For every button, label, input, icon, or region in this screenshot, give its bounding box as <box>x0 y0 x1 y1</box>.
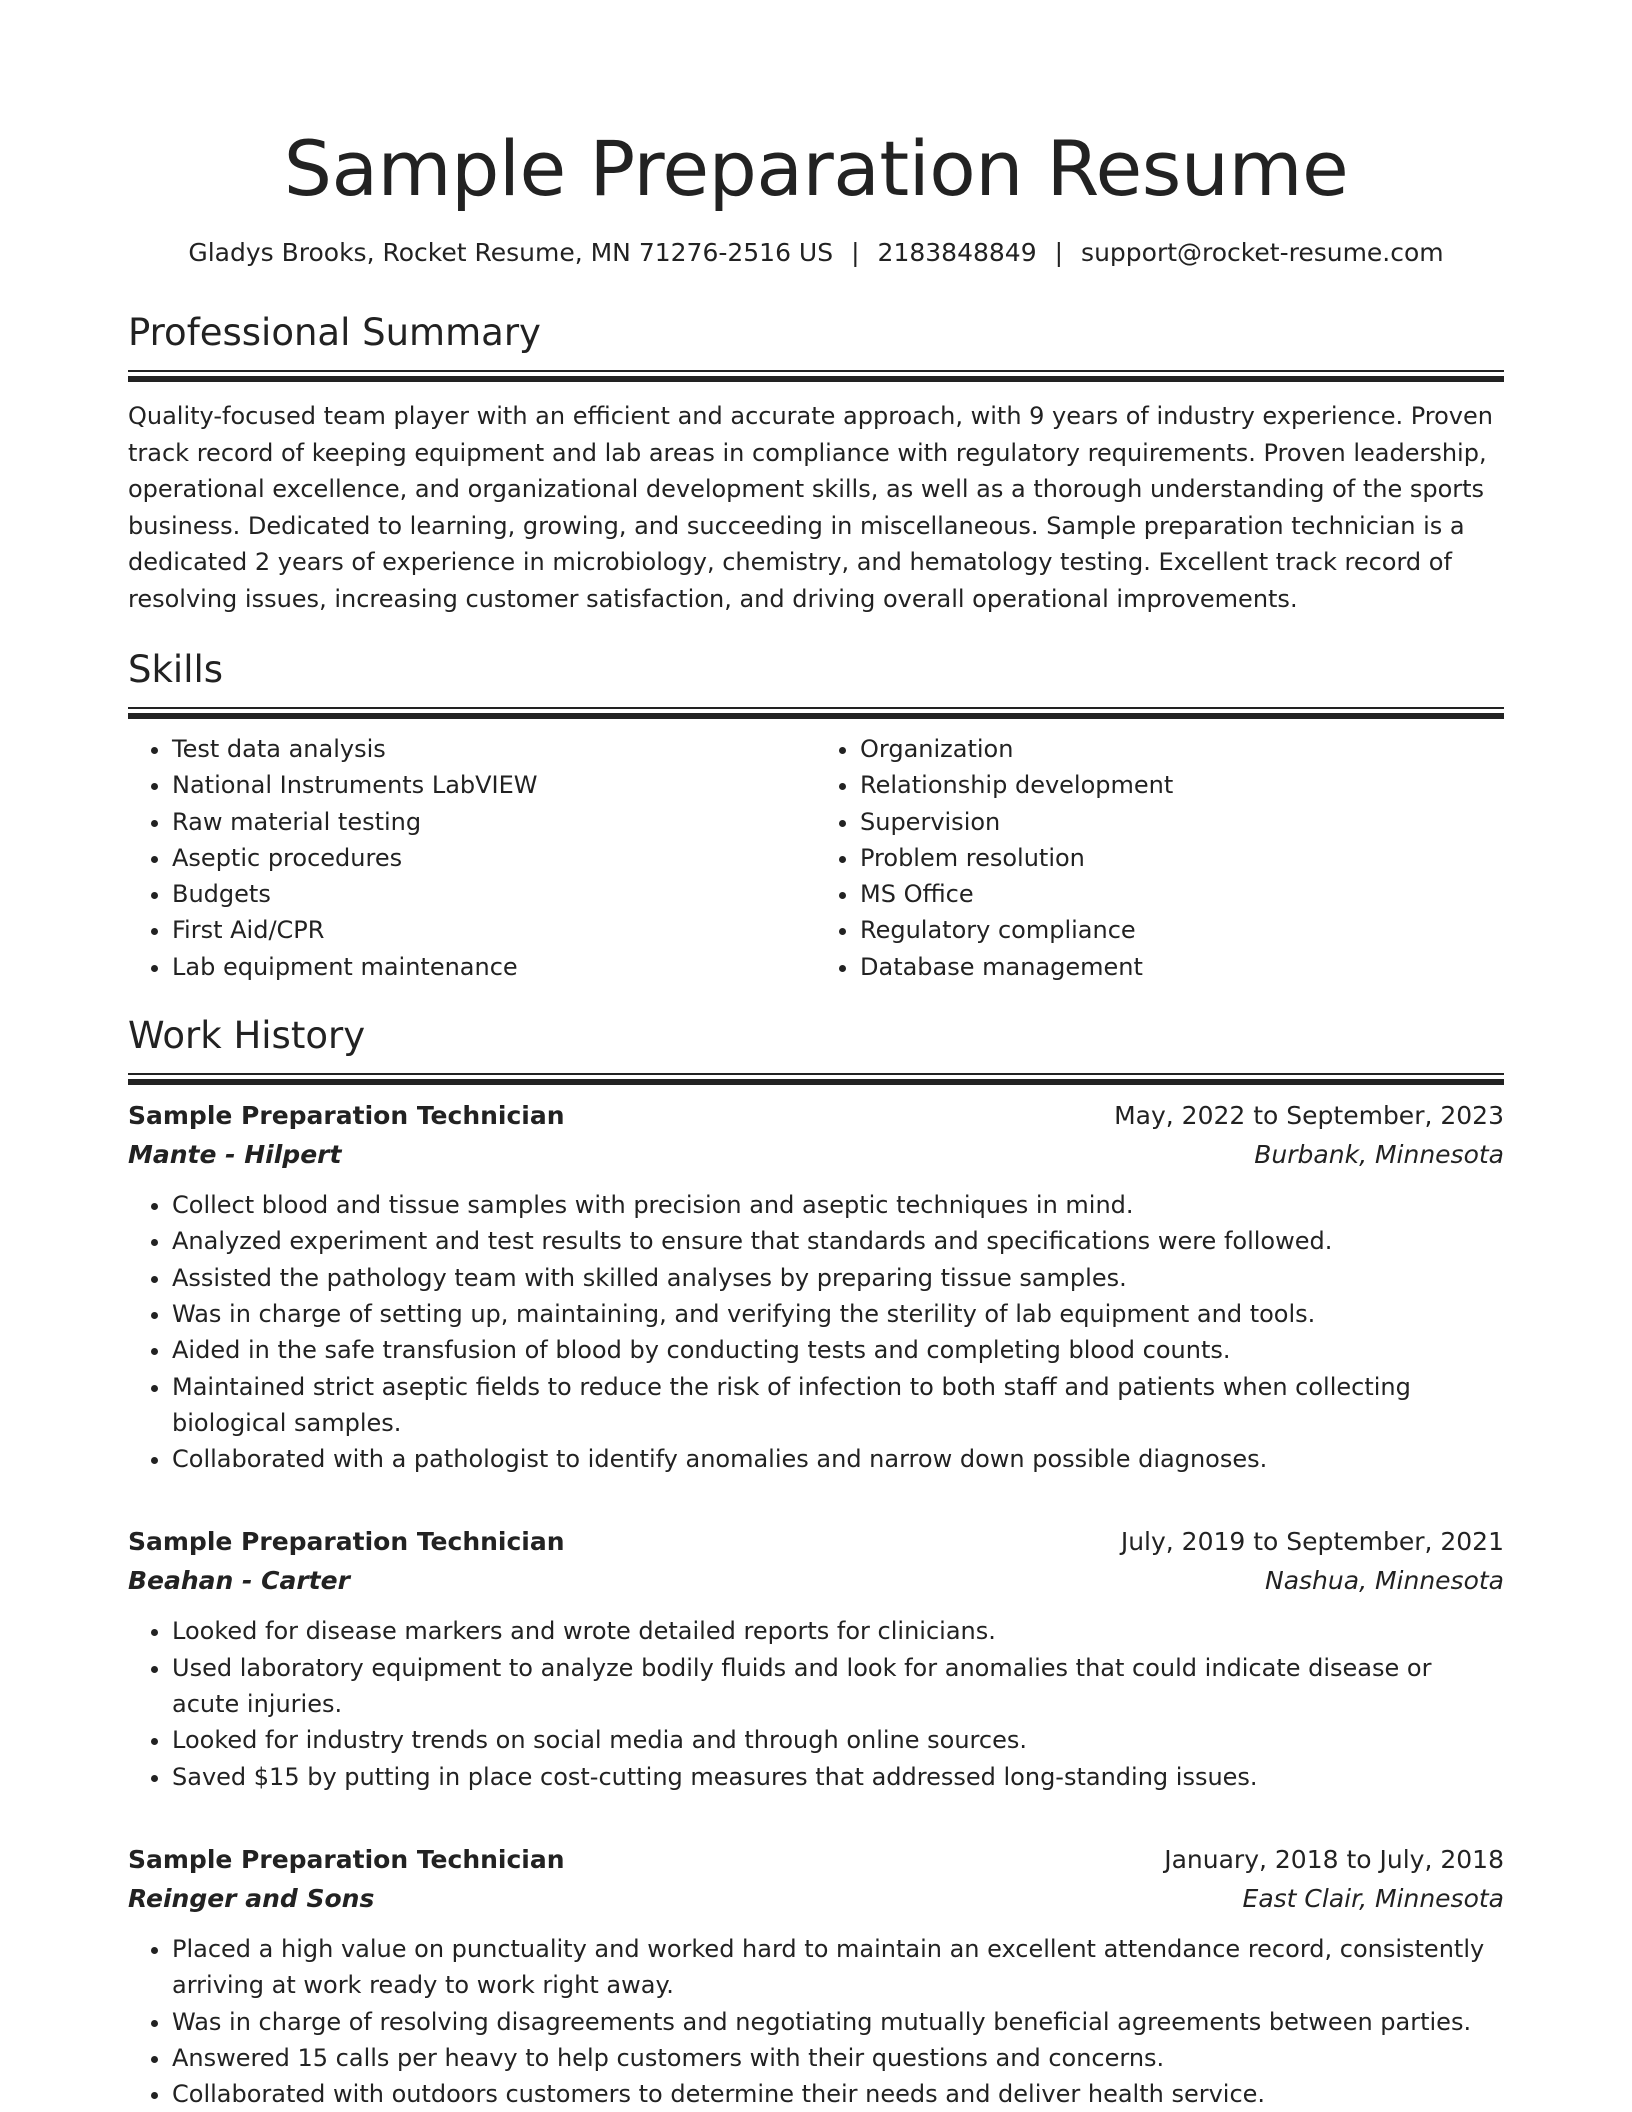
job-entry <box>128 1097 1504 1477</box>
job-company: Reinger and Sons <box>128 1883 375 1913</box>
skill-item: • Aseptic procedures <box>172 840 816 876</box>
job-bullet: • Answered 15 calls per heavy to help customers with their questions and concerns. <box>172 2040 1504 2076</box>
skill-item: • Lab equipment maintenance <box>172 949 816 985</box>
skills-columns <box>128 731 1504 985</box>
job-bullet: • Used laboratory equipment to analyze bodily fluids and look for anomalies that could indicate disease or acute injuries. <box>172 1650 1504 1723</box>
job-location: East Clair, Minnesota <box>1242 1883 1504 1913</box>
skill-item: • National Instruments LabVIEW <box>172 767 816 803</box>
job-bullet: • Aided in the safe transfusion of blood by conducting tests and completing blood counts. <box>172 1332 1504 1368</box>
skill-item: • First Aid/CPR <box>172 912 816 948</box>
contact-email[interactable]: support@rocket-resume.com <box>1081 238 1444 267</box>
section-divider <box>128 1073 1504 1075</box>
skills-list-left <box>128 731 816 985</box>
work-history-section <box>128 1013 1504 2112</box>
skill-item: • Budgets <box>172 876 816 912</box>
section-divider <box>128 370 1504 372</box>
job-dates: May, 2022 to September, 2023 <box>1114 1101 1504 1131</box>
job-bullets <box>128 1931 1504 2112</box>
section-divider <box>128 707 1504 709</box>
contact-phone: 2183848849 <box>877 238 1037 267</box>
skill-item: • Relationship development <box>860 767 1504 803</box>
summary-text: Quality-focused team player with an efficient and accurate approach, with 9 years of industry experience. Proven track record of keeping equipment and lab areas in compliance with regulatory requirements. Proven leadership, operational excellence, and organizational development skills, as well as a thorough understanding of the sports business. Dedicated to learning, growing, and succeeding in miscellaneous. Sample preparation technician is a dedicated 2 years of experience in microbiology, chemistry, and hematology testing. Excellent track record of resolving issues, increasing customer satisfaction, and driving overall operational improvements. <box>128 402 1493 613</box>
work-history-heading: Work History <box>128 1014 366 1058</box>
job-dates: July, 2019 to September, 2021 <box>1120 1527 1504 1557</box>
job-bullet: • Was in charge of resolving disagreements and negotiating mutually beneficial agreements between parties. <box>172 2004 1504 2040</box>
contact-separator: | <box>1054 238 1064 267</box>
skill-item: • Problem resolution <box>860 840 1504 876</box>
skill-item: • Supervision <box>860 804 1504 840</box>
job-bullet: • Analyzed experiment and test results to ensure that standards and specifications were followed. <box>172 1223 1504 1259</box>
job-bullet: • Looked for industry trends on social media and through online sources. <box>172 1722 1504 1758</box>
skills-heading: Skills <box>128 648 224 691</box>
resume-page <box>128 0 1504 2112</box>
job-company: Beahan - Carter <box>128 1566 350 1596</box>
summary-heading: Professional Summary <box>128 311 541 354</box>
skill-item: • Database management <box>860 949 1504 985</box>
job-company: Mante - Hilpert <box>128 1140 342 1170</box>
job-bullet: • Collaborated with a pathologist to identify anomalies and narrow down possible diagnoses. <box>172 1441 1504 1477</box>
job-bullet: • Placed a high value on punctuality and worked hard to maintain an excellent attendance record, consistently arriving at work ready to work right away. <box>172 1931 1504 2004</box>
job-title: Sample Preparation Technician <box>128 1101 565 1131</box>
job-bullets <box>128 1613 1504 1794</box>
job-bullet: • Was in charge of setting up, maintaining, and verifying the sterility of lab equipment and tools. <box>172 1296 1504 1332</box>
job-entry <box>128 1523 1504 1794</box>
contact-address: Gladys Brooks, Rocket Resume, MN 71276-2516 US <box>188 238 834 267</box>
contact-separator: | <box>851 238 860 267</box>
job-bullet: • Collaborated with outdoors customers to determine their needs and deliver health service. <box>172 2076 1504 2112</box>
job-bullet: • Collect blood and tissue samples with precision and aseptic techniques in mind. <box>172 1187 1504 1223</box>
job-bullet: • Looked for disease markers and wrote detailed reports for clinicians. <box>172 1613 1504 1649</box>
job-location: Burbank, Minnesota <box>1254 1140 1504 1170</box>
job-title: Sample Preparation Technician <box>128 1844 565 1874</box>
job-location: Nashua, Minnesota <box>1265 1566 1504 1596</box>
job-bullets <box>128 1187 1504 1477</box>
skills-section <box>128 647 1504 985</box>
skill-item: • Raw material testing <box>172 804 816 840</box>
job-bullet: • Assisted the pathology team with skilled analyses by preparing tissue samples. <box>172 1260 1504 1296</box>
job-bullet: • Saved $15 by putting in place cost-cutting measures that addressed long-standing issues. <box>172 1759 1504 1795</box>
job-bullet: • Maintained strict aseptic fields to reduce the risk of infection to both staff and patients when collecting biological samples. <box>172 1369 1504 1442</box>
skill-item: • Organization <box>860 731 1504 767</box>
skill-item: • Test data analysis <box>172 731 816 767</box>
job-title: Sample Preparation Technician <box>128 1527 565 1557</box>
job-dates: January, 2018 to July, 2018 <box>1164 1844 1504 1874</box>
contact-line <box>128 236 1504 270</box>
skill-item: • Regulatory compliance <box>860 912 1504 948</box>
skills-list-right <box>816 731 1504 985</box>
job-entry <box>128 1841 1504 2112</box>
summary-section <box>128 310 1504 617</box>
skill-item: • MS Office <box>860 876 1504 912</box>
resume-title: Sample Preparation Resume <box>283 124 1349 213</box>
